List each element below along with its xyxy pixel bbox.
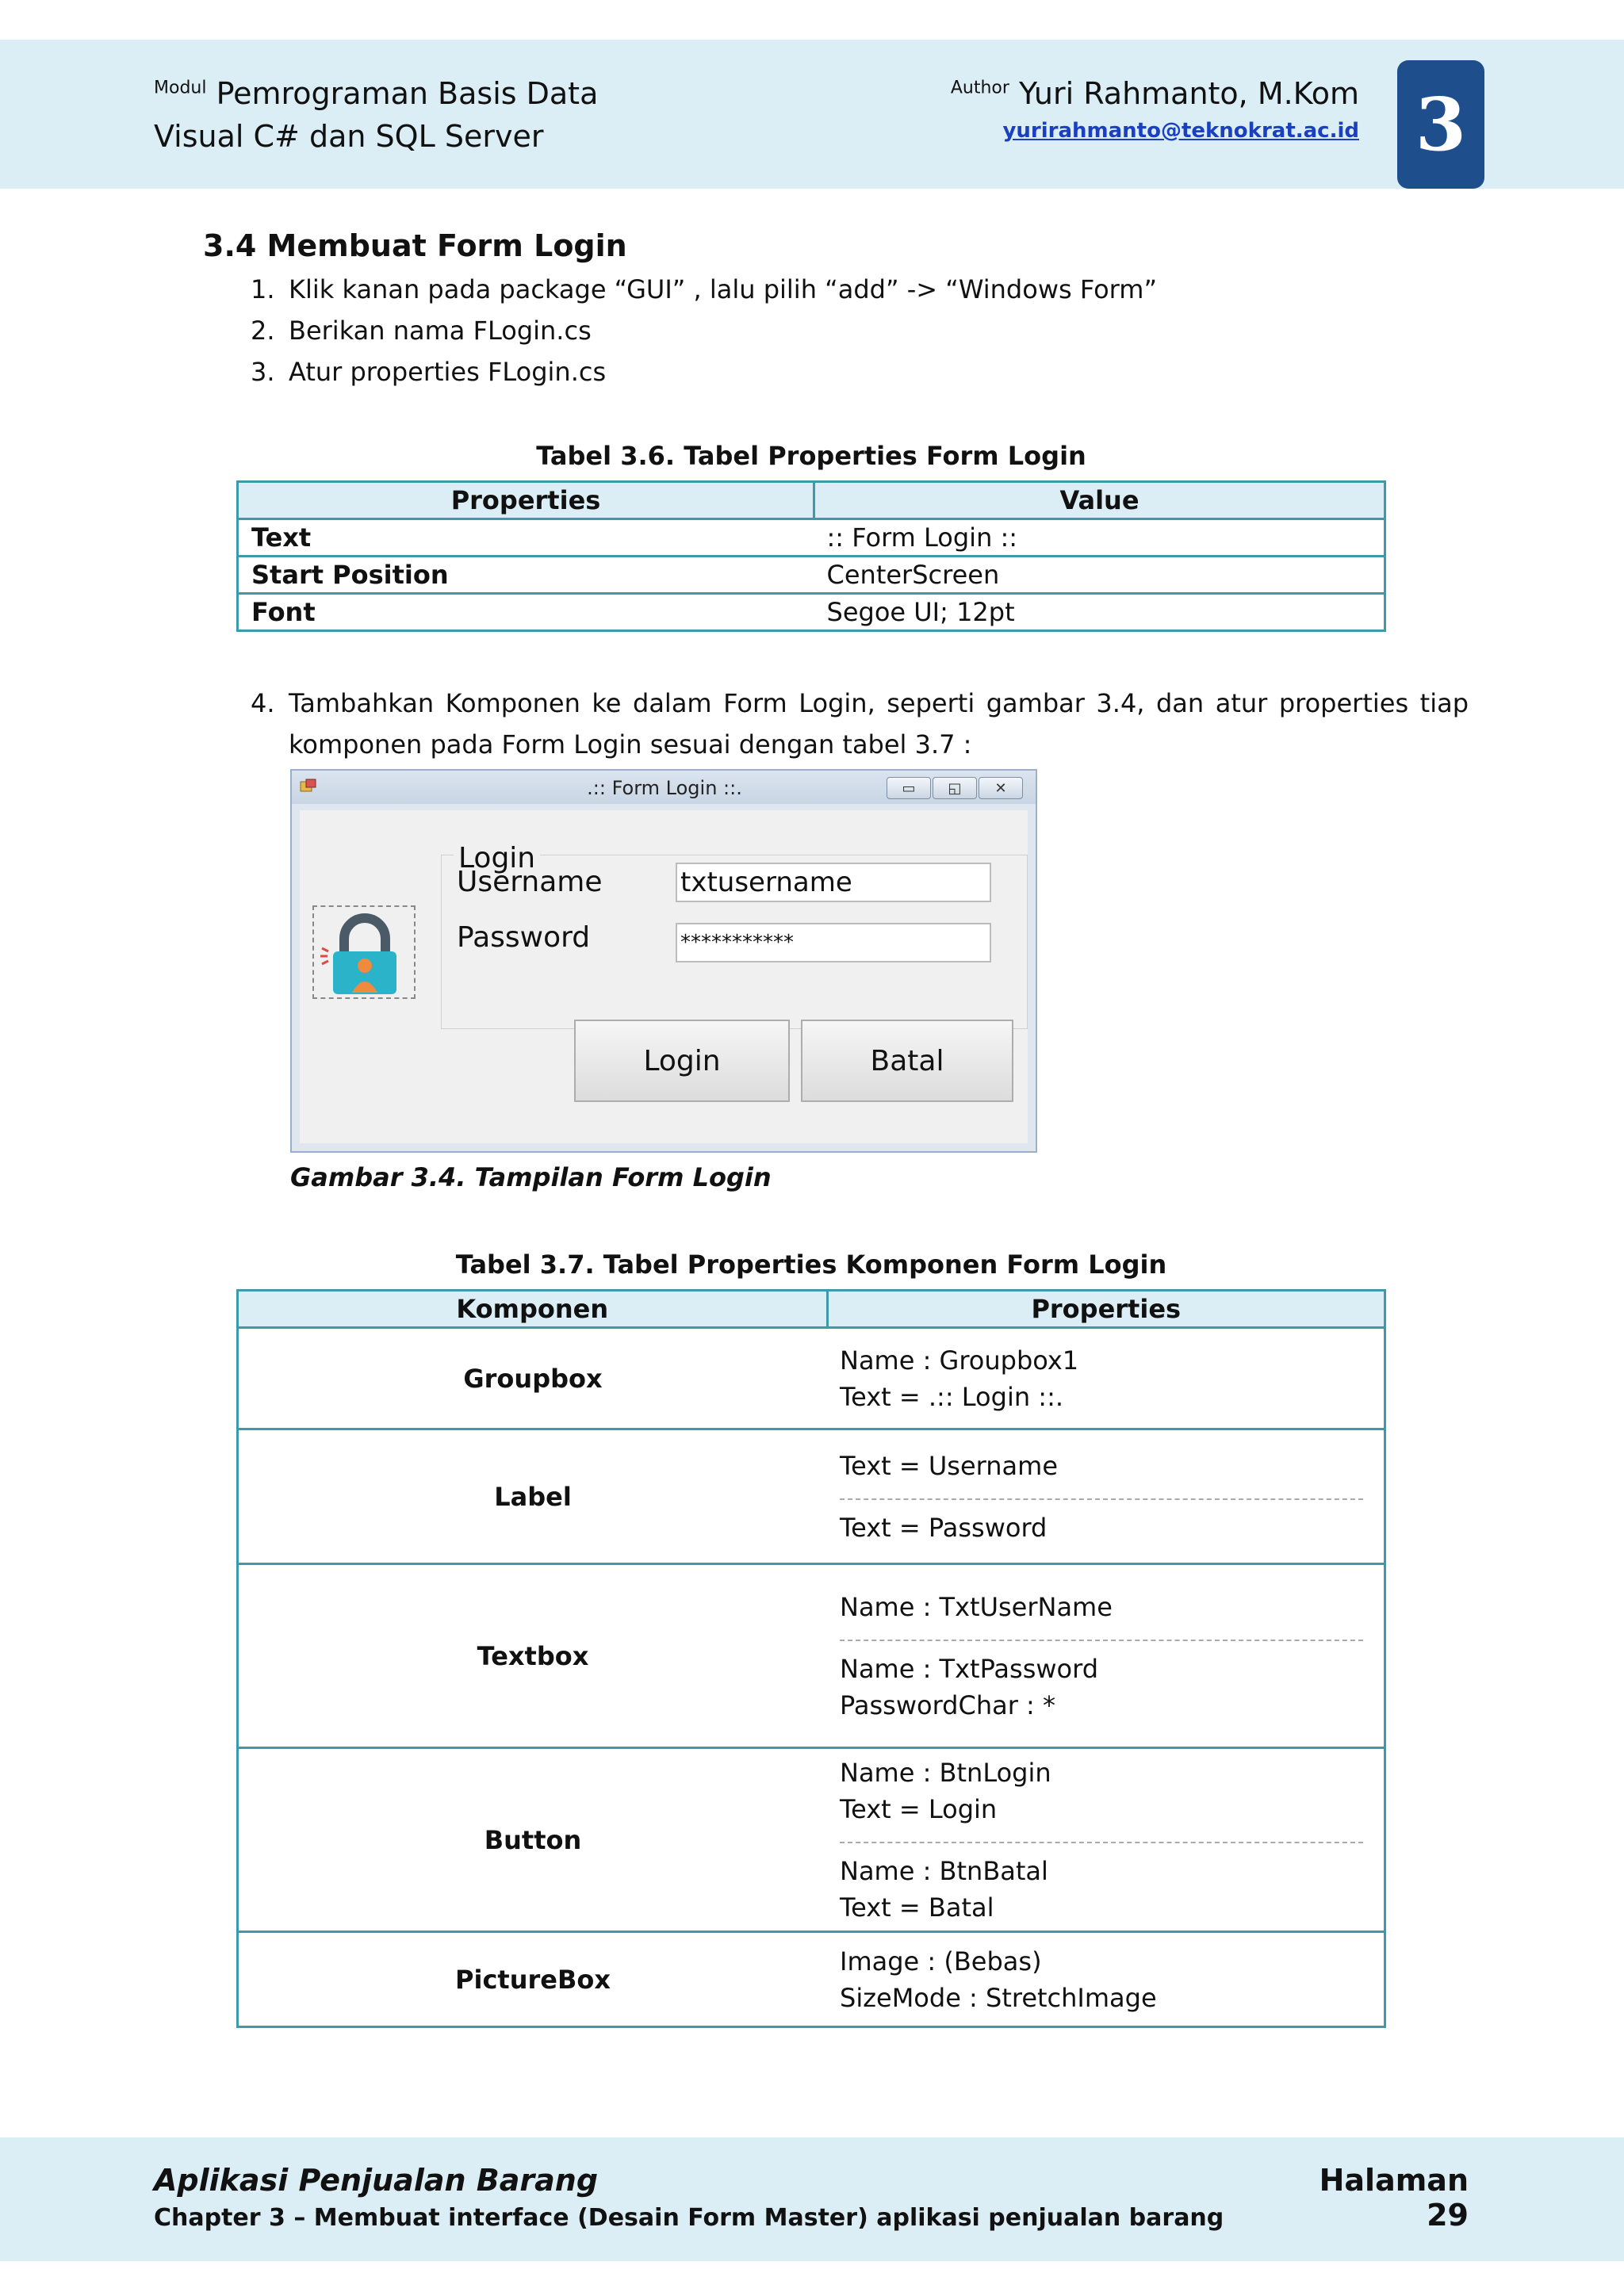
app-icon <box>300 779 317 794</box>
property-line: SizeMode : StretchImage <box>840 1982 1157 2013</box>
component-properties <box>827 1328 1385 1429</box>
property-line: Name : BtnBatal <box>840 1855 1048 1886</box>
component-properties <box>827 1564 1385 1748</box>
table-header-row <box>238 1291 1385 1328</box>
step-text: Klik kanan pada package “GUI” , lalu pilih “add” -> “Windows Form” <box>289 274 1158 304</box>
username-input[interactable]: txtusername <box>676 863 991 902</box>
step-text: Berikan nama FLogin.cs <box>289 316 592 346</box>
footer-chapter: Chapter 3 – Membuat interface (Desain Form Master) aplikasi penjualan barang <box>154 2204 1224 2232</box>
step-number: 1. <box>251 274 275 304</box>
property-line: Text = Password <box>840 1512 1048 1543</box>
password-input[interactable]: *********** <box>676 923 991 962</box>
property-line: Name : TxtUserName <box>840 1591 1113 1622</box>
component-properties <box>827 1429 1385 1564</box>
lock-user-icon <box>314 907 414 997</box>
components-table <box>236 1289 1386 2028</box>
form-client-area <box>300 810 1028 1143</box>
step-4-line-1: Tambahkan Komponen ke dalam Form Login, seperti gambar 3.4, dan atur properties tiap <box>289 688 1469 718</box>
chapter-badge: 3 <box>1397 60 1484 189</box>
figure-caption: Gambar 3.4. Tampilan Form Login <box>290 1162 772 1192</box>
login-button[interactable]: Login <box>574 1020 790 1102</box>
properties-table <box>236 480 1386 632</box>
modul-label: Modul <box>154 78 207 98</box>
table-row <box>238 1564 1385 1748</box>
property-line: Text = .:: Login ::. <box>840 1381 1064 1412</box>
component-name: Button <box>238 1748 828 1932</box>
property-name: Text <box>238 519 814 557</box>
divider <box>840 1842 1363 1843</box>
property-value: CenterScreen <box>814 557 1385 594</box>
property-line: Text = Batal <box>840 1892 994 1923</box>
step-number: 4. <box>251 688 275 718</box>
table-row <box>238 594 1385 631</box>
property-name: Start Position <box>238 557 814 594</box>
divider <box>840 1498 1363 1500</box>
table-row <box>238 519 1385 557</box>
author-email-link[interactable]: yurirahmanto@teknokrat.ac.id <box>1002 119 1359 143</box>
component-name: Textbox <box>238 1564 828 1748</box>
property-line: PasswordChar : * <box>840 1689 1055 1720</box>
property-line: Text = Login <box>840 1793 998 1824</box>
table-row <box>238 1932 1385 2027</box>
author-name: Yuri Rahmanto, M.Kom <box>1019 76 1359 111</box>
page-number: Halaman 29 <box>1319 2163 1469 2233</box>
modul-title: Pemrograman Basis Data <box>216 76 599 111</box>
window-titlebar[interactable] <box>292 771 1036 804</box>
step-text: Atur properties FLogin.cs <box>289 357 607 387</box>
component-name: PictureBox <box>238 1932 828 2027</box>
table-row <box>238 1429 1385 1564</box>
author-label: Author <box>950 78 1009 98</box>
author-line <box>841 76 1359 111</box>
table-header-cell: Value <box>814 482 1385 519</box>
table-header-row <box>238 482 1385 519</box>
author-email-wrap <box>920 119 1359 143</box>
property-line: Text = Username <box>840 1450 1058 1481</box>
window-title: .:: Form Login ::. <box>587 777 742 799</box>
component-properties <box>827 1748 1385 1932</box>
picturebox <box>312 905 416 999</box>
component-properties <box>827 1932 1385 2027</box>
table-row <box>238 1328 1385 1429</box>
maximize-icon[interactable]: ◱ <box>933 777 977 799</box>
cancel-button[interactable]: Batal <box>801 1020 1013 1102</box>
table-row <box>238 557 1385 594</box>
username-label: Username <box>457 866 603 898</box>
password-label: Password <box>457 921 591 954</box>
component-name: Groupbox <box>238 1328 828 1429</box>
table-header-cell: Properties <box>827 1291 1385 1328</box>
step-number: 3. <box>251 357 275 387</box>
step-4-line-2: komponen pada Form Login sesuai dengan tabel 3.7 : <box>289 729 972 760</box>
table-header-cell: Komponen <box>238 1291 828 1328</box>
property-value: :: Form Login :: <box>814 519 1385 557</box>
component-name: Label <box>238 1429 828 1564</box>
groupbox-label: Login <box>454 842 540 874</box>
section-title: 3.4 Membuat Form Login <box>203 228 627 263</box>
divider <box>840 1640 1363 1641</box>
property-line: Name : Groupbox1 <box>840 1345 1079 1376</box>
minimize-icon[interactable]: ▭ <box>887 777 931 799</box>
property-line: Image : (Bebas) <box>840 1946 1042 1976</box>
table2-caption: Tabel 3.7. Tabel Properties Komponen Form Login <box>455 1249 1167 1280</box>
modul-title-line <box>154 76 598 111</box>
close-icon[interactable]: ✕ <box>979 777 1023 799</box>
property-value: Segoe UI; 12pt <box>814 594 1385 631</box>
table1-caption: Tabel 3.6. Tabel Properties Form Login <box>536 441 1086 471</box>
footer-title: Aplikasi Penjualan Barang <box>154 2163 599 2198</box>
property-name: Font <box>238 594 814 631</box>
modul-subtitle: Visual C# dan SQL Server <box>154 119 544 154</box>
step-number: 2. <box>251 316 275 346</box>
property-line: Name : BtnLogin <box>840 1757 1051 1788</box>
page-header <box>0 40 1624 189</box>
table-header-cell: Properties <box>238 482 814 519</box>
table-row <box>238 1748 1385 1932</box>
form-login-window <box>290 769 1037 1153</box>
property-line: Name : TxtPassword <box>840 1653 1099 1684</box>
